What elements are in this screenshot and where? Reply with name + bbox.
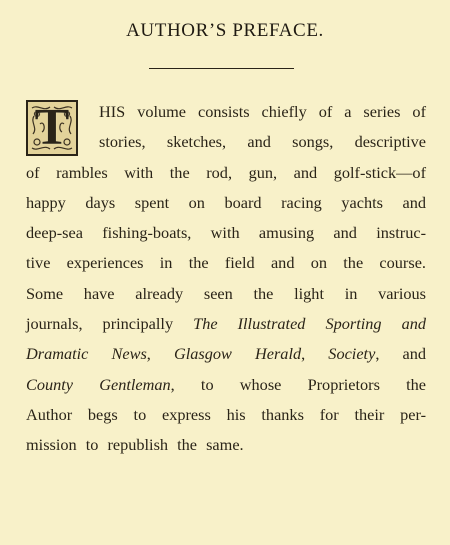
text-line-5: deep-sea fishing-boats, with amusing and instruc- xyxy=(26,223,426,243)
journal-title-county-gentleman: County Gentleman xyxy=(26,374,171,394)
text-line-10: County Gentleman, to whose Proprietors the xyxy=(26,374,427,394)
text-line-3: of rambles with the rod, gun, and golf-stick—of xyxy=(26,162,426,182)
text-line-1: HIS volume consists chiefly of a series of xyxy=(99,102,426,121)
preface-paragraph xyxy=(26,97,426,461)
drop-cap-letter: T xyxy=(34,99,70,156)
journal-title-society: Society xyxy=(328,344,376,364)
text-line-8 xyxy=(26,309,426,339)
text-line-11: Author begs to express his thanks for their per- xyxy=(26,404,426,424)
journal-title-glasgow-herald: Glasgow Herald xyxy=(173,344,302,364)
journal-title-illustrated-sporting: The Illustrated Sporting and xyxy=(193,314,427,334)
text-line-12: mission to republish the same. xyxy=(26,435,244,455)
text-line-8-start: journals, principally xyxy=(26,314,174,334)
page-title: AUTHOR’S PREFACE. xyxy=(126,20,324,41)
text-line-6: tive experiences in the field and on the course. xyxy=(26,253,426,273)
journal-title-dramatic-news: Dramatic News xyxy=(26,344,147,364)
text-line-9: Dramatic News, Glasgow Herald, Society, and xyxy=(26,344,426,364)
text-line-2: stories, sketches, and songs, descriptive xyxy=(99,132,426,152)
text-line-7: Some have already seen the light in various xyxy=(26,283,426,303)
text-line-4: happy days spent on board racing yachts and xyxy=(26,192,426,212)
title-divider xyxy=(149,68,294,69)
